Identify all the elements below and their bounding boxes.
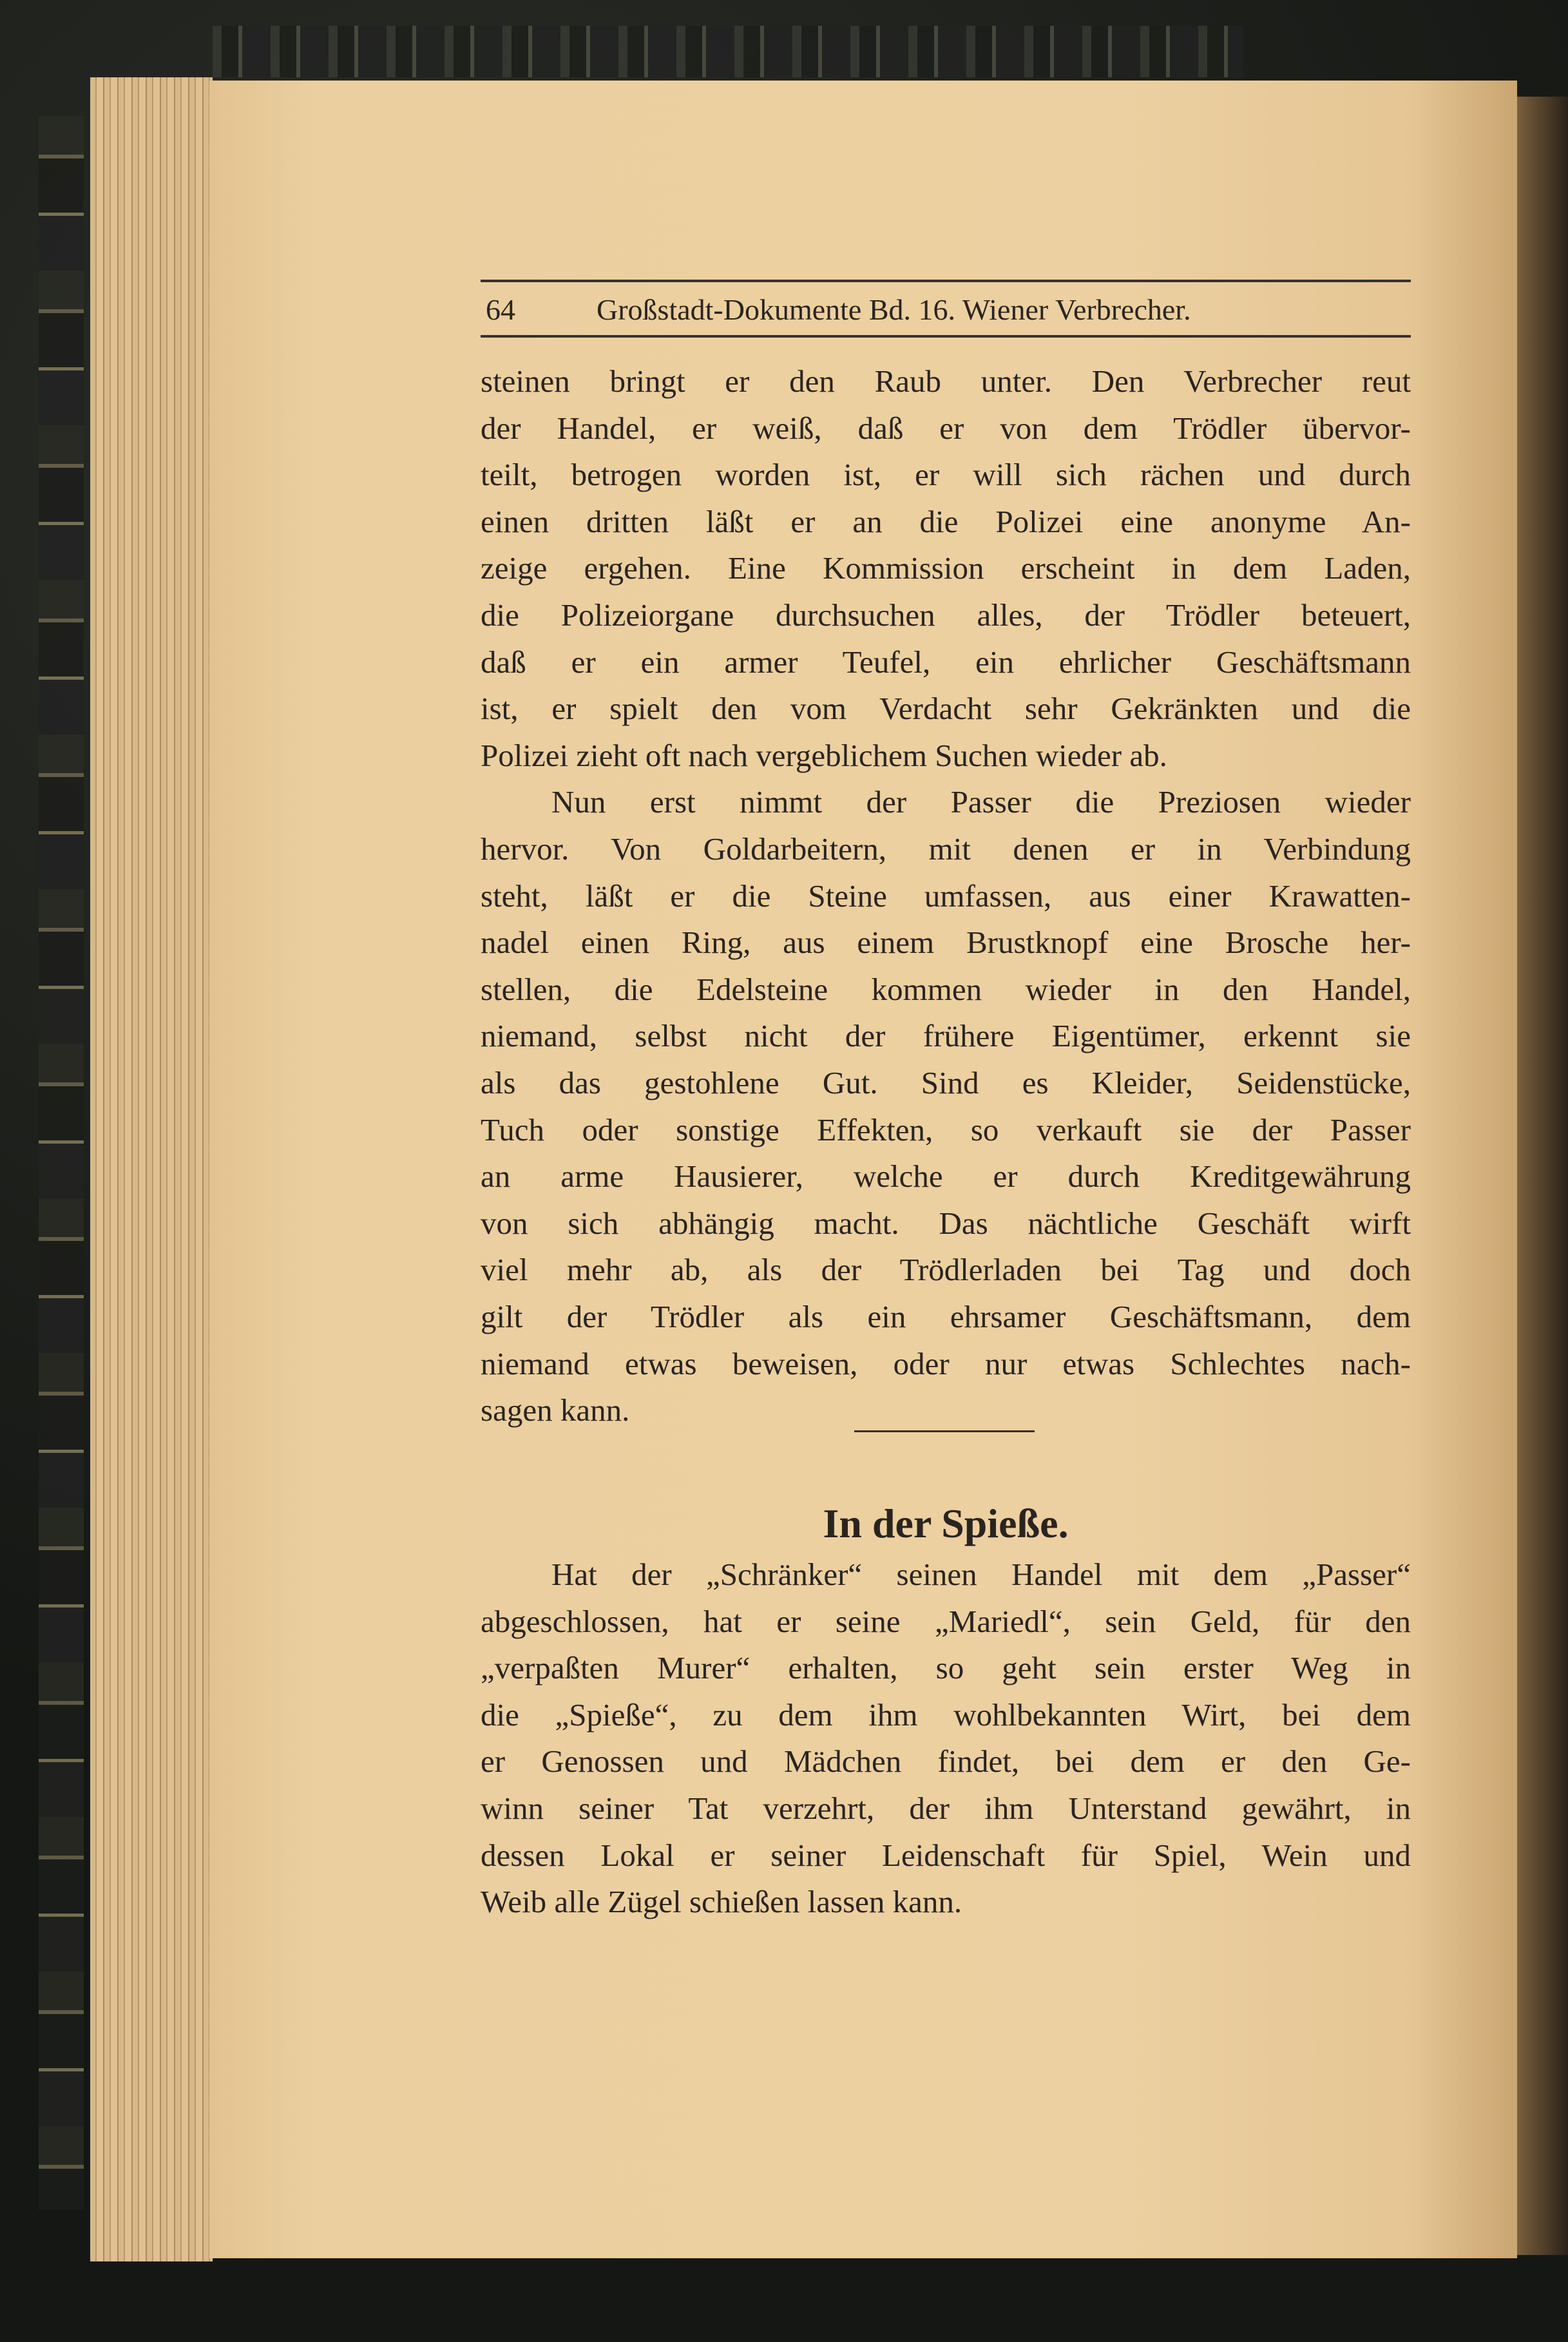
book-gutter bbox=[1517, 97, 1568, 2255]
text-line: steinen bringt er den Raub unter. Den Verbrecher reut bbox=[481, 363, 1411, 399]
cover-marbled-edge-top bbox=[213, 26, 1243, 77]
text-line: niemand etwas beweisen, oder nur etwas Schlechtes nach- bbox=[481, 1345, 1411, 1381]
text-line: Nun erst nimmt der Passer die Preziosen wieder bbox=[551, 784, 1411, 820]
text-line: Hat der „Schränker“ seinen Handel mit dem „Passer“ bbox=[551, 1557, 1411, 1592]
text-line: winn seiner Tat verzehrt, der ihm Unterstand gewährt, in bbox=[481, 1790, 1411, 1826]
text-line: abgeschlossen, hat er seine „Mariedl“, sein Geld, für den bbox=[481, 1603, 1411, 1639]
text-line: sagen kann. bbox=[481, 1392, 630, 1428]
text-line: Tuch oder sonstige Effekten, so verkauft sie der Passer bbox=[481, 1111, 1411, 1147]
text-line: nadel einen Ring, aus einem Brustknopf eine Brosche her- bbox=[481, 925, 1411, 961]
cover-marbled-edge-left bbox=[39, 116, 84, 2210]
text-line: der Handel, er weiß, daß er von dem Trödler übervor- bbox=[481, 410, 1411, 446]
text-line: von sich abhängig macht. Das nächtliche Geschäft wirft bbox=[481, 1205, 1411, 1241]
text-line: gilt der Trödler als ein ehrsamer Geschäftsmann, dem bbox=[481, 1299, 1411, 1334]
text-line: niemand, selbst nicht der frühere Eigentümer, erkennt sie bbox=[481, 1018, 1411, 1054]
header-rule-top bbox=[481, 280, 1411, 282]
page-number: 64 bbox=[486, 293, 515, 326]
text-line: stellen, die Edelsteine kommen wieder in den Handel, bbox=[481, 971, 1411, 1007]
text-line: Polizei zieht oft nach vergeblichem Suchen wieder ab. bbox=[481, 737, 1167, 773]
text-line: die „Spieße“, zu dem ihm wohlbekannten Wirt, bei dem bbox=[481, 1696, 1411, 1733]
text-line: daß er ein armer Teufel, ein ehrlicher Geschäftsmann bbox=[481, 644, 1411, 680]
text-line: Weib alle Zügel schießen lassen kann. bbox=[481, 1884, 962, 1920]
text-line: an arme Hausierer, welche er durch Kreditgewährung bbox=[481, 1158, 1411, 1195]
text-line: ist, er spielt den vom Verdacht sehr Gekränkten und die bbox=[481, 691, 1411, 727]
text-line: viel mehr ab, als der Trödlerladen bei Tag und doch bbox=[481, 1252, 1411, 1288]
header-rule-bottom bbox=[481, 335, 1411, 338]
running-header bbox=[481, 287, 1411, 332]
section-heading: In der Spieße. bbox=[823, 1501, 1069, 1546]
text-line: als das gestohlene Gut. Sind es Kleider, Seidenstücke, bbox=[481, 1065, 1411, 1100]
text-line: dessen Lokal er seiner Leidenschaft für Spiel, Wein und bbox=[481, 1837, 1411, 1873]
text-line: teilt, betrogen worden ist, er will sich rächen und durch bbox=[481, 457, 1411, 493]
section-separator bbox=[854, 1430, 1035, 1432]
text-line: er Genossen und Mädchen findet, bei dem er den Ge- bbox=[481, 1743, 1411, 1780]
text-line: einen dritten läßt er an die Polizei eine anonyme An- bbox=[481, 503, 1411, 539]
running-title: Großstadt-Dokumente Bd. 16. Wiener Verbrecher. bbox=[597, 293, 1191, 326]
text-line: die Polizeiorgane durchsuchen alles, der Trödler beteuert, bbox=[481, 597, 1411, 633]
page-edges bbox=[90, 77, 213, 2261]
text-line: zeige ergehen. Eine Kommission erscheint in dem Laden, bbox=[481, 550, 1411, 586]
text-line: steht, läßt er die Steine umfassen, aus einer Krawatten- bbox=[481, 878, 1411, 914]
text-line: hervor. Von Goldarbeitern, mit denen er in Verbindung bbox=[481, 831, 1411, 867]
text-line: „verpaßten Murer“ erhalten, so geht sein erster Weg in bbox=[481, 1650, 1411, 1686]
